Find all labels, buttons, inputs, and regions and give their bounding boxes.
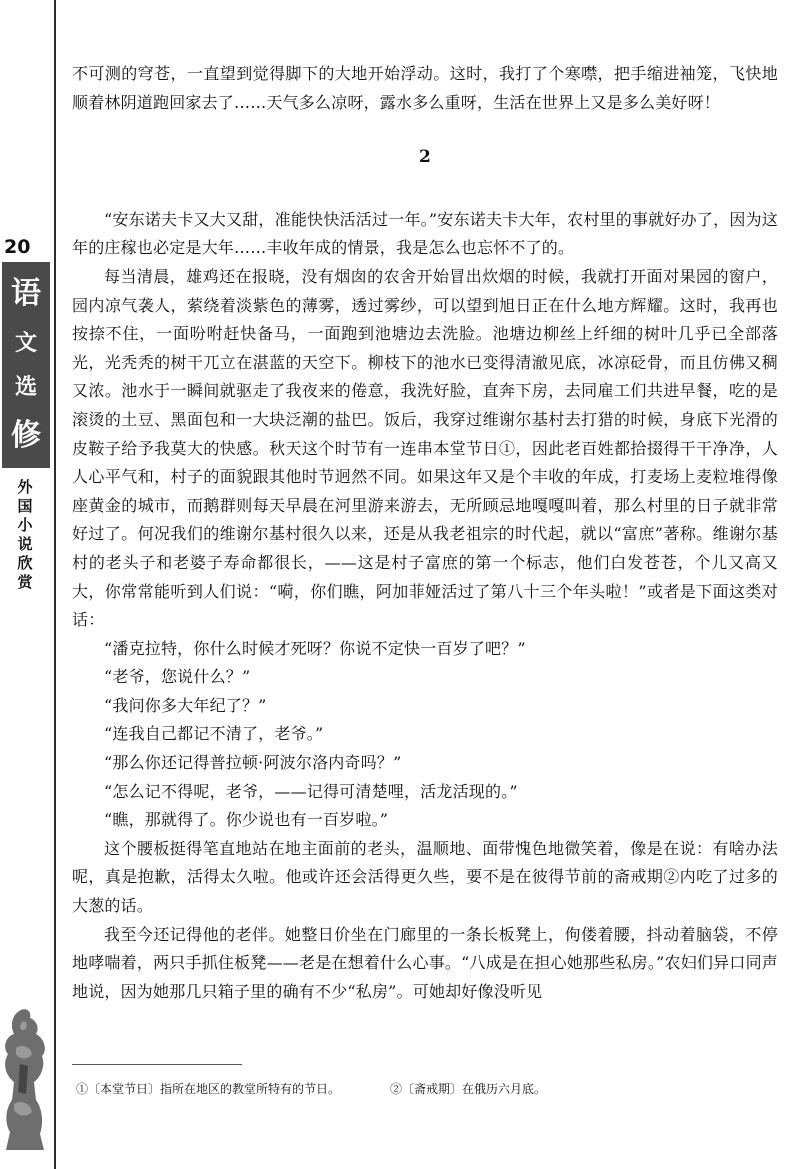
footnote: ②〔斋戒期〕在俄历六月底。	[390, 1082, 547, 1096]
footnotes	[76, 1080, 776, 1097]
paragraph: 不可测的穹苍，一直望到觉得脚下的大地开始浮动。这时，我打了个寒噤，把手缩进袖笼，飞快地顺着林阴道跑回家去了……天气多么凉呀，露水多么重呀，生活在世界上又是多么美好呀！	[72, 64, 778, 112]
paragraph: 我至今还记得他的老伴。她整日价坐在门廊里的一条长板凳上，佝偻着腰，抖动着脑袋，不停地哮喘着，两只手抓住板凳——老是在想着什么心事。“八成是在担心她那些私房。”农妇们异口同声地说，因为她那几只箱子里的确有不少“私房”。可她却好像没听见	[72, 924, 778, 1001]
series-title	[14, 478, 36, 592]
dialogue-line: “潘克拉特，你什么时候才死呀？你说不定快一百岁了吧？”	[104, 638, 526, 658]
page-number: 20	[4, 236, 31, 258]
footnote: ①〔本堂节日〕指所在地区的教堂所特有的节日。	[76, 1082, 341, 1096]
side-tab-char: 语	[11, 276, 41, 312]
series-char: 小	[17, 516, 33, 534]
series-char: 外	[17, 478, 33, 496]
dialogue-line: “我问你多大年纪了？”	[104, 695, 267, 715]
dialogue-line: “那么你还记得普拉顿·阿波尔洛内奇吗？”	[104, 753, 402, 773]
side-tab-char: 文	[14, 329, 37, 356]
side-tab-char: 修	[11, 417, 41, 453]
margin-rule	[54, 0, 56, 1169]
dialogue-line: “怎么记不得呢，老爷，——记得可清楚哩，活龙活现的。”	[104, 781, 518, 801]
side-tab	[2, 262, 50, 468]
paragraph: “安东诺夫卡又大又甜，准能快快活活过一年。”安东诺夫卡大年，农村里的事就好办了，因为这年的庄稼也必定是大年……丰收年成的情景，我是怎么也忘怀不了的。	[72, 209, 778, 258]
paragraph: 这个腰板挺得笔直地站在地主面前的老头，温顺地、面带愧色地微笑着，像是在说：有啥办法呢，真是抱歉，活得太久啦。他或许还会活得更久些，要不是在彼得节前的斋戒期②内吃了过多的大葱的话。	[72, 838, 778, 916]
series-char: 说	[17, 535, 33, 553]
footnote-rule	[72, 1064, 242, 1065]
paragraph: 每当清晨，雄鸡还在报晓，没有烟囱的农舍开始冒出炊烟的时候，我就打开面对果园的窗户，园内凉气袭人，萦绕着淡紫色的薄雾，透过雾纱，可以望到旭日正在什么地方辉耀。这时，我再也按捺不住，一面吩咐赶快备马，一面跑到池塘边去洗脸。池塘边柳丝上纤细的树叶几乎已全部落光，光秃秃的树干兀立在湛蓝的天空下。柳枝下的池水已变得清澈见底，冰凉砭骨，而且仿佛又稠又浓。池水于一瞬间就驱走了我夜来的倦意，我洗好脸，直奔下房，去同雇工们共进早餐，吃的是滚烫的土豆、黑面包和一大块泛潮的盐巴。饭后，我穿过维谢尔基村去打猎的时候，身底下光滑的皮鞍子给予我莫大的快感。秋天这个时节有一连串本堂节日①，因此老百姓都拾掇得干干净净，人人心平气和，村子的面貌跟其他时节迥然不同。如果这年又是个丰收的年成，打麦场上麦粒堆得像座黄金的城市，而鹅群则每天早晨在河里游来游去，无所顾忌地嘎嘎叫着，那么村里的日子就非常好过了。何况我们的维谢尔基村很久以来，还是从我老祖宗的时代起，就以“富庶”著称。维谢尔基村的老头子和老婆子寿命都很长，——这是村子富庶的第一个标志，他们白发苍苍，个儿又高又大，你常常能听到人们说：“嗬，你们瞧，阿加菲娅活过了第八十三个年头啦！”或者是下面这类对话：	[72, 266, 778, 630]
series-char: 国	[17, 497, 33, 515]
article-body	[72, 60, 778, 1006]
dialogue-line: “连我自己都记不清了，老爷。”	[104, 724, 324, 744]
section-number: 2	[418, 147, 432, 168]
series-char: 欣	[17, 554, 33, 572]
series-char: 赏	[17, 573, 33, 591]
side-tab-char: 选	[14, 374, 37, 401]
dialogue-line: “瞧，那就得了。你少说也有一百岁啦。”	[104, 810, 389, 830]
statue-illustration	[0, 1004, 50, 1154]
dialogue-line: “老爷，您说什么？”	[104, 667, 251, 687]
